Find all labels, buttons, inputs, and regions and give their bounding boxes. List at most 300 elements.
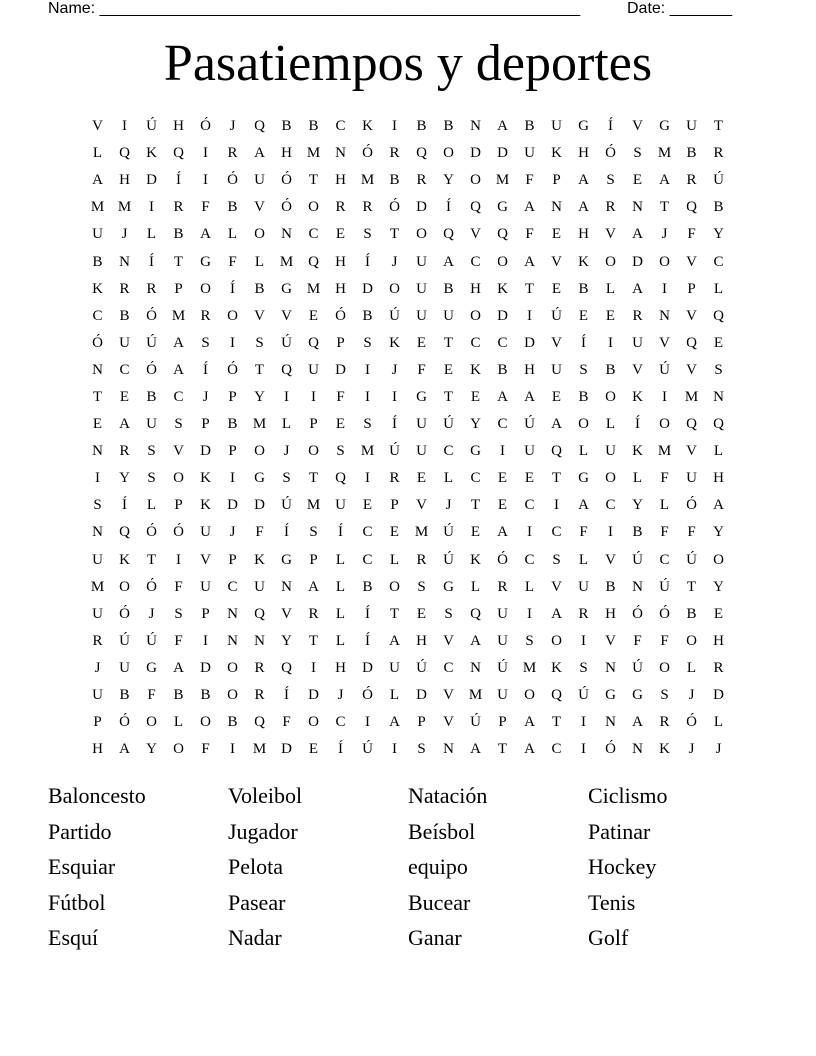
grid-letter: U (389, 659, 400, 676)
grid-letter: A (524, 253, 535, 270)
grid-letter: Ó (146, 361, 157, 378)
grid-letter: J (445, 497, 452, 514)
grid-letter: C (497, 334, 508, 351)
grid-letter: D (200, 443, 211, 460)
grid-letter: Ó (605, 145, 616, 162)
grid-letter: U (200, 524, 211, 541)
grid-letter: O (659, 416, 670, 433)
grid-letter: T (497, 741, 508, 758)
grid-letter: U (146, 416, 157, 433)
grid-letter: Ú (686, 551, 697, 568)
grid-letter: E (497, 497, 508, 514)
grid-letter: M (306, 280, 321, 297)
grid-letter: U (92, 226, 103, 243)
grid-letter: U (551, 118, 562, 135)
grid-letter: U (578, 578, 589, 595)
grid-letter: R (200, 307, 211, 324)
grid-row (84, 248, 732, 275)
grid-letter: A (308, 578, 319, 595)
grid-letter: U (497, 605, 508, 622)
grid-letter: Q (443, 226, 454, 243)
grid-letter: C (470, 253, 481, 270)
grid-letter: U (524, 145, 535, 162)
grid-letter: Ú (443, 416, 454, 433)
grid-letter: H (335, 253, 346, 270)
grid-letter: V (443, 714, 454, 731)
grid-letter: O (443, 145, 454, 162)
grid-letter: Ó (497, 551, 508, 568)
grid-letter: E (470, 388, 481, 405)
grid-letter: E (362, 497, 373, 514)
grid-letter: H (578, 145, 589, 162)
grid-letter: F (336, 388, 345, 405)
grid-letter: M (414, 524, 429, 541)
grid-letter: Í (635, 416, 640, 433)
grid-letter: T (389, 226, 400, 243)
grid-letter: R (146, 280, 157, 297)
grid-letter: I (392, 118, 397, 135)
grid-letter: E (308, 741, 319, 758)
word-bank-item: equipo (408, 854, 468, 879)
grid-letter: H (335, 280, 346, 297)
grid-letter: N (335, 145, 346, 162)
grid-letter: I (365, 714, 370, 731)
grid-letter: F (579, 524, 588, 541)
grid-letter: I (203, 145, 208, 162)
grid-letter: Ó (389, 199, 400, 216)
grid-letter: Q (281, 361, 292, 378)
grid-letter: Ú (119, 632, 130, 649)
grid-letter: P (309, 416, 318, 433)
grid-letter: Ú (146, 632, 157, 649)
grid-row (84, 303, 732, 330)
grid-letter: U (632, 334, 643, 351)
word-bank-item: Tenis (588, 889, 636, 915)
grid-letter: N (659, 307, 670, 324)
grid-letter: J (391, 361, 398, 378)
grid-letter: I (122, 118, 127, 135)
grid-letter: M (90, 578, 105, 595)
grid-letter: Ó (362, 687, 373, 704)
grid-letter: U (308, 361, 319, 378)
grid-letter: Q (416, 145, 427, 162)
grid-letter: N (632, 199, 643, 216)
grid-letter: Ú (443, 551, 454, 568)
grid-letter: R (659, 714, 670, 731)
word-bank-item: Partido (48, 818, 112, 844)
grid-letter: N (92, 524, 103, 541)
grid-letter: R (416, 172, 427, 189)
grid-letter: T (443, 388, 454, 405)
grid-letter: K (578, 253, 589, 270)
grid-letter: P (336, 334, 345, 351)
grid-letter: O (659, 253, 670, 270)
grid-letter: Q (281, 659, 292, 676)
grid-row (84, 709, 732, 736)
grid-letter: C (497, 416, 508, 433)
grid-letter: Ú (524, 416, 535, 433)
grid-letter: T (92, 388, 103, 405)
grid-row (84, 140, 732, 167)
grid-letter: R (173, 199, 184, 216)
grid-letter: D (524, 334, 535, 351)
grid-letter: O (173, 741, 184, 758)
grid-letter: S (201, 334, 210, 351)
grid-row (84, 167, 732, 194)
grid-letter: B (146, 388, 157, 405)
grid-letter: I (176, 551, 181, 568)
grid-letter: A (119, 741, 130, 758)
grid-row (84, 357, 732, 384)
grid-letter: A (497, 524, 508, 541)
grid-letter: C (443, 443, 454, 460)
grid-letter: Ú (281, 497, 292, 514)
grid-letter: S (633, 145, 642, 162)
grid-letter: Ó (119, 605, 130, 622)
grid-letter: U (416, 307, 427, 324)
grid-letter: Ú (146, 334, 157, 351)
grid-letter: S (579, 659, 588, 676)
grid-letter: E (416, 605, 427, 622)
header-fields (48, 0, 748, 20)
grid-letter: N (227, 632, 238, 649)
grid-letter: I (95, 470, 100, 487)
grid-letter: U (416, 253, 427, 270)
grid-letter: C (308, 226, 319, 243)
grid-letter: J (229, 524, 236, 541)
grid-letter: B (416, 118, 427, 135)
grid-letter: C (470, 334, 481, 351)
grid-letter: Y (281, 632, 292, 649)
grid-letter: S (606, 172, 615, 189)
grid-letter: I (527, 524, 532, 541)
grid-letter: V (254, 199, 265, 216)
grid-letter: Q (551, 443, 562, 460)
grid-letter: M (657, 145, 672, 162)
grid-letter: U (200, 578, 211, 595)
grid-letter: Ú (632, 551, 643, 568)
grid-letter: Ó (146, 578, 157, 595)
grid-letter: N (605, 659, 616, 676)
word-bank-item: Voleibol (228, 783, 303, 808)
grid-letter: F (417, 361, 426, 378)
grid-letter: E (119, 388, 130, 405)
grid-letter: C (524, 497, 535, 514)
word-bank-item: Patinar (588, 818, 651, 844)
grid-letter: O (173, 470, 184, 487)
grid-letter: B (686, 145, 697, 162)
grid-letter: D (335, 361, 346, 378)
grid-letter: H (416, 632, 427, 649)
grid-letter: Q (551, 687, 562, 704)
grid-letter: D (362, 280, 373, 297)
grid-letter: R (416, 551, 427, 568)
grid-letter: S (174, 416, 183, 433)
grid-letter: Ó (686, 497, 697, 514)
grid-letter: A (443, 253, 454, 270)
grid-letter: P (417, 714, 426, 731)
grid-letter: D (416, 199, 427, 216)
grid-letter: S (552, 551, 561, 568)
grid-letter: L (335, 605, 346, 622)
grid-letter: A (497, 118, 508, 135)
grid-letter: O (524, 687, 535, 704)
grid-letter: I (365, 470, 370, 487)
grid-letter: I (203, 632, 208, 649)
grid-letter: Í (284, 687, 289, 704)
grid-letter: B (605, 361, 616, 378)
grid-letter: T (308, 470, 319, 487)
grid-letter: A (497, 388, 508, 405)
grid-letter: B (173, 226, 184, 243)
grid-letter: O (200, 714, 211, 731)
grid-letter: T (551, 470, 562, 487)
grid-letter: P (687, 280, 696, 297)
grid-letter: L (173, 714, 184, 731)
grid-letter: S (309, 524, 318, 541)
grid-letter: I (608, 524, 613, 541)
grid-letter: Q (254, 714, 265, 731)
grid-letter: Q (470, 199, 481, 216)
grid-letter: A (200, 226, 211, 243)
grid-letter: K (119, 551, 130, 568)
grid-letter: P (228, 443, 237, 460)
grid-letter: S (174, 605, 183, 622)
grid-letter: H (119, 172, 130, 189)
grid-letter: V (551, 334, 562, 351)
grid-letter: U (92, 605, 103, 622)
grid-letter: V (281, 307, 292, 324)
word-bank-item: Fútbol (48, 889, 106, 915)
grid-letter: O (470, 172, 481, 189)
word-bank-item: Pasear (228, 889, 286, 915)
grid-letter: V (443, 687, 454, 704)
grid-letter: Q (686, 416, 697, 433)
grid-letter: D (146, 172, 157, 189)
grid-letter: B (119, 307, 130, 324)
grid-letter: Y (713, 524, 724, 541)
grid-letter: P (201, 605, 210, 622)
grid-letter: V (686, 361, 697, 378)
grid-letter: T (524, 280, 535, 297)
grid-letter: U (497, 687, 508, 704)
grid-letter: V (200, 551, 211, 568)
grid-letter: K (632, 388, 643, 405)
grid-letter: H (524, 361, 535, 378)
grid-letter: U (92, 687, 103, 704)
grid-letter: B (227, 714, 238, 731)
grid-letter: M (90, 199, 105, 216)
grid-letter: E (605, 307, 616, 324)
grid-letter: E (713, 605, 724, 622)
grid-letter: R (497, 578, 508, 595)
grid-letter: F (228, 253, 237, 270)
grid-letter: I (527, 307, 532, 324)
grid-letter: P (228, 551, 237, 568)
grid-letter: A (632, 226, 643, 243)
grid-letter: G (578, 470, 589, 487)
grid-letter: I (149, 199, 154, 216)
grid-letter: P (552, 172, 561, 189)
grid-letter: O (389, 280, 400, 297)
grid-letter: V (686, 253, 697, 270)
grid-letter: V (686, 443, 697, 460)
grid-letter: V (254, 307, 265, 324)
grid-letter: B (605, 578, 616, 595)
grid-letter: A (659, 172, 670, 189)
grid-letter: M (252, 741, 267, 758)
grid-letter: B (227, 199, 238, 216)
grid-letter: M (306, 497, 321, 514)
grid-letter: H (281, 145, 292, 162)
grid-letter: I (365, 388, 370, 405)
grid-letter: L (713, 443, 724, 460)
grid-letter: D (713, 687, 724, 704)
grid-letter: Í (365, 632, 370, 649)
grid-letter: Q (119, 524, 130, 541)
grid-letter: K (254, 551, 265, 568)
grid-letter: E (551, 226, 562, 243)
grid-letter: L (578, 443, 589, 460)
grid-letter: S (282, 470, 291, 487)
grid-letter: U (254, 172, 265, 189)
grid-row (84, 276, 732, 303)
grid-row (84, 601, 732, 628)
grid-letter: B (713, 199, 724, 216)
grid-letter: Ó (200, 118, 211, 135)
grid-letter: I (608, 334, 613, 351)
grid-letter: S (93, 497, 102, 514)
grid-letter: C (227, 578, 238, 595)
grid-letter: N (551, 199, 562, 216)
grid-letter: Í (365, 605, 370, 622)
grid-letter: P (174, 497, 183, 514)
grid-letter: Ó (119, 714, 130, 731)
grid-letter: J (391, 253, 398, 270)
grid-letter: G (443, 578, 454, 595)
grid-letter: F (147, 687, 156, 704)
grid-letter: F (174, 578, 183, 595)
grid-letter: Ó (659, 605, 670, 622)
grid-letter: C (605, 497, 616, 514)
grid-letter: O (605, 253, 616, 270)
grid-letter: G (605, 687, 616, 704)
grid-letter: E (416, 334, 427, 351)
grid-letter: I (662, 388, 667, 405)
grid-letter: I (203, 172, 208, 189)
grid-letter: K (659, 741, 670, 758)
grid-letter: B (686, 605, 697, 622)
grid-letter: Q (335, 470, 346, 487)
grid-letter: H (470, 280, 481, 297)
word-bank-item: Ganar (408, 925, 462, 950)
word-bank-item: Ciclismo (588, 783, 668, 808)
grid-letter: A (632, 280, 643, 297)
grid-letter: O (605, 470, 616, 487)
grid-letter: Ó (686, 714, 697, 731)
grid-letter: A (524, 199, 535, 216)
grid-letter: G (659, 118, 670, 135)
grid-letter: B (92, 253, 103, 270)
grid-letter: S (417, 741, 426, 758)
grid-letter: L (686, 659, 697, 676)
grid-letter: F (660, 470, 669, 487)
grid-letter: N (281, 226, 292, 243)
grid-letter: Ú (389, 443, 400, 460)
grid-letter: H (713, 470, 724, 487)
grid-letter: L (227, 226, 238, 243)
grid-letter: B (524, 118, 535, 135)
grid-letter: E (497, 470, 508, 487)
grid-letter: F (255, 524, 264, 541)
grid-letter: L (146, 226, 157, 243)
grid-letter: K (497, 280, 508, 297)
word-bank-item: Jugador (228, 818, 298, 844)
grid-letter: C (173, 388, 184, 405)
grid-letter: F (525, 226, 534, 243)
grid-letter: B (578, 388, 589, 405)
grid-row (84, 438, 732, 465)
grid-letter: P (498, 714, 507, 731)
grid-letter: G (281, 280, 292, 297)
grid-letter: Ó (605, 741, 616, 758)
grid-letter: T (389, 605, 400, 622)
grid-letter: Q (308, 334, 319, 351)
grid-letter: Q (308, 253, 319, 270)
grid-letter: R (605, 199, 616, 216)
grid-letter: F (687, 226, 696, 243)
grid-letter: K (551, 145, 562, 162)
grid-letter: Ú (362, 741, 373, 758)
grid-row (84, 194, 732, 221)
word-bank-item: Beísbol (408, 818, 476, 844)
grid-letter: J (688, 687, 695, 704)
grid-letter: Í (608, 118, 613, 135)
grid-letter: S (147, 443, 156, 460)
grid-letter: A (524, 714, 535, 731)
grid-letter: O (605, 388, 616, 405)
grid-letter: S (363, 226, 372, 243)
name-field-label: Name: ______________________________________________________ (48, 0, 581, 17)
grid-letter: A (254, 145, 265, 162)
grid-letter: U (605, 443, 616, 460)
grid-letter: M (684, 388, 699, 405)
grid-letter: V (605, 551, 616, 568)
grid-letter: L (605, 416, 616, 433)
grid-letter: O (254, 443, 265, 460)
grid-letter: I (581, 741, 586, 758)
grid-letter: K (389, 334, 400, 351)
grid-letter: O (497, 253, 508, 270)
grid-letter: E (524, 470, 535, 487)
grid-letter: J (229, 118, 236, 135)
grid-letter: N (470, 118, 481, 135)
grid-letter: T (254, 361, 265, 378)
grid-letter: N (254, 632, 265, 649)
grid-letter: B (497, 361, 508, 378)
grid-letter: U (443, 307, 454, 324)
grid-letter: Ó (146, 307, 157, 324)
grid-letter: M (657, 443, 672, 460)
grid-letter: A (470, 741, 481, 758)
grid-letter: D (497, 307, 508, 324)
grid-letter: O (200, 280, 211, 297)
grid-letter: L (146, 497, 157, 514)
grid-letter: N (92, 361, 103, 378)
grid-letter: H (173, 118, 184, 135)
grid-letter: Ú (713, 172, 724, 189)
grid-letter: S (336, 443, 345, 460)
